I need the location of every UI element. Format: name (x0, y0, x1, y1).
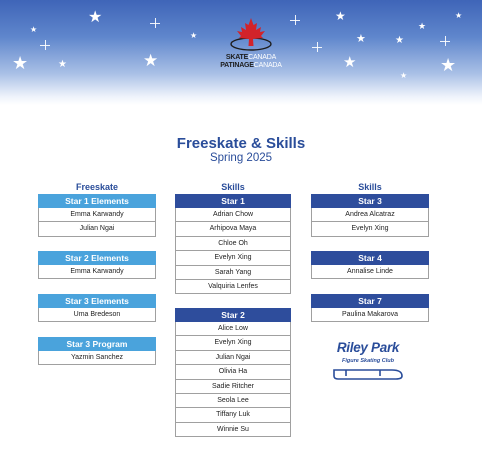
skater-cell: Tiffany Luk (175, 408, 291, 422)
header-banner (0, 0, 482, 105)
skater-cell: Sadie Ritcher (175, 380, 291, 394)
skater-cell: Valquiria Lenfes (175, 280, 291, 294)
star-icon: ★ (30, 25, 38, 34)
logo-text: PATINAGE (220, 62, 254, 69)
group-header: Star 1 (175, 194, 291, 208)
logo-text: SKATE (225, 54, 249, 61)
logo-text: CANADA (248, 54, 277, 61)
club-name: Riley Park (336, 340, 400, 355)
skater-cell: Sarah Yang (175, 266, 291, 280)
group-header: Star 3 Program (38, 337, 156, 351)
skater-cell: Chloe Oh (175, 237, 291, 251)
group-star1-elements (38, 194, 156, 237)
skater-cell: Alice Low (175, 322, 291, 336)
skater-cell: Paulina Makarova (311, 308, 429, 322)
group-star3-elements (38, 294, 156, 322)
group-skills-star7 (311, 294, 429, 322)
skater-cell: Yazmin Sanchez (38, 351, 156, 365)
star-icon: ★ (190, 31, 198, 40)
sparkle-icon (312, 42, 322, 52)
skater-cell: Emma Karwandy (38, 265, 156, 279)
maple-leaf-icon (208, 16, 294, 54)
skater-cell: Annalise Linde (311, 265, 429, 279)
skater-cell: Andrea Alcatraz (311, 208, 429, 222)
star-icon: ★ (400, 71, 408, 80)
star-icon: ★ (418, 21, 427, 31)
skater-cell: Arhipova Maya (175, 222, 291, 236)
star-icon: ★ (395, 35, 404, 46)
group-header: Star 2 (175, 308, 291, 322)
star-icon: ★ (343, 54, 357, 71)
skate-blade-icon (332, 367, 404, 381)
skater-cell: Evelyn Xing (311, 222, 429, 236)
sparkle-icon (440, 36, 450, 46)
group-header: Star 1 Elements (38, 194, 156, 208)
group-header: Star 4 (311, 251, 429, 265)
column-header-skills: Skills (221, 182, 245, 192)
star-icon: ★ (143, 51, 159, 70)
skater-cell: Olivia Ha (175, 365, 291, 379)
skater-cell: Seola Lee (175, 394, 291, 408)
riley-park-logo (326, 340, 410, 384)
page-subtitle: Spring 2025 (209, 152, 273, 164)
group-skills-star4 (311, 251, 429, 279)
skater-cell: Winnie Su (175, 423, 291, 437)
group-skills-star1 (175, 194, 291, 294)
star-icon: ★ (356, 33, 366, 45)
logo-text: CANADA (253, 62, 282, 69)
column-header-freeskate: Freeskate (75, 182, 119, 192)
skater-cell: Evelyn Xing (175, 251, 291, 265)
star-icon: ★ (335, 9, 346, 23)
group-header: Star 2 Elements (38, 251, 156, 265)
skater-cell: Julian Ngai (175, 351, 291, 365)
group-star2-elements (38, 251, 156, 279)
skater-cell: Emma Karwandy (38, 208, 156, 222)
skater-cell: Julian Ngai (38, 222, 156, 236)
club-subtitle: Figure Skating Club (342, 358, 394, 364)
star-icon: ★ (88, 9, 103, 26)
star-icon: ★ (58, 59, 67, 70)
sparkle-icon (40, 40, 50, 50)
star-icon: ★ (455, 11, 463, 20)
group-header: Star 7 (311, 294, 429, 308)
sparkle-icon (150, 18, 160, 28)
column-header-skills: Skills (358, 182, 382, 192)
group-header: Star 3 (311, 194, 429, 208)
star-icon: ★ (12, 53, 29, 73)
group-header: Star 3 Elements (38, 294, 156, 308)
page-title: Freeskate & Skills (176, 135, 306, 152)
skater-cell: Evelyn Xing (175, 336, 291, 350)
group-star3-program (38, 337, 156, 365)
skater-cell: Adrian Chow (175, 208, 291, 222)
star-icon: ★ (440, 55, 457, 75)
skater-cell: Uma Bredeson (38, 308, 156, 322)
skate-canada-logo (208, 16, 294, 72)
group-skills-star2 (175, 308, 291, 437)
group-skills-star3 (311, 194, 429, 237)
